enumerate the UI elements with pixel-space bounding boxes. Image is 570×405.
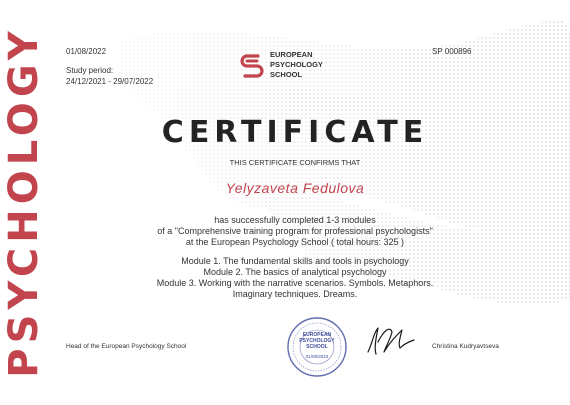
module-line: Module 1. The fundamental skills and tools in psychology <box>181 256 409 266</box>
school-logo-icon <box>238 51 266 79</box>
certificate-title: CERTIFICATE <box>161 115 429 150</box>
confirms-heading: THIS CERTIFICATE CONFIRMS THAT <box>229 158 361 167</box>
head-caption: Head of the European Psychology School <box>66 343 187 350</box>
logo-line-2: PSYCHOLOGY <box>270 60 323 69</box>
signatory-name: Christina Kudryavtseva <box>432 343 499 350</box>
side-word-psychology: PSYCHOLOGY <box>1 26 47 378</box>
completion-line: has successfully completed 1-3 modules <box>214 215 376 225</box>
school-stamp <box>286 316 348 378</box>
school-logo <box>238 48 358 82</box>
program-line: of a "Comprehensive training program for professional psychologists" <box>157 226 433 236</box>
school-hours-line: at the European Psychology School ( total hours: 325 ) <box>185 237 405 247</box>
module-line: Module 3. Working with the narrative scenarios. Symbols. Metaphors. <box>156 278 434 288</box>
stamp-line-2: PSYCHOLOGY <box>299 338 335 344</box>
serial-number: SP 000896 <box>432 47 472 56</box>
stamp-date: 01/08/2022 <box>305 354 329 359</box>
stamp-line-1: EUROPEAN <box>302 332 332 338</box>
stamp-text <box>286 332 348 350</box>
module-line: Module 2. The basics of analytical psychology <box>203 267 387 277</box>
study-period-label: Study period: <box>66 66 114 75</box>
study-period-range: 24/12/2021 - 29/07/2022 <box>66 77 154 86</box>
module-line: Imaginary techniques. Dreams. <box>232 289 358 299</box>
logo-line-1: EUROPEAN <box>270 50 313 59</box>
recipient-name: Yelyzaveta Fedulova <box>225 180 365 196</box>
logo-line-3: SCHOOL <box>270 70 303 79</box>
signature-icon <box>362 322 422 358</box>
stamp-line-3: SCHOOL <box>306 344 328 350</box>
issue-date: 01/08/2022 <box>66 47 107 56</box>
school-logo-wordmark <box>270 50 360 80</box>
